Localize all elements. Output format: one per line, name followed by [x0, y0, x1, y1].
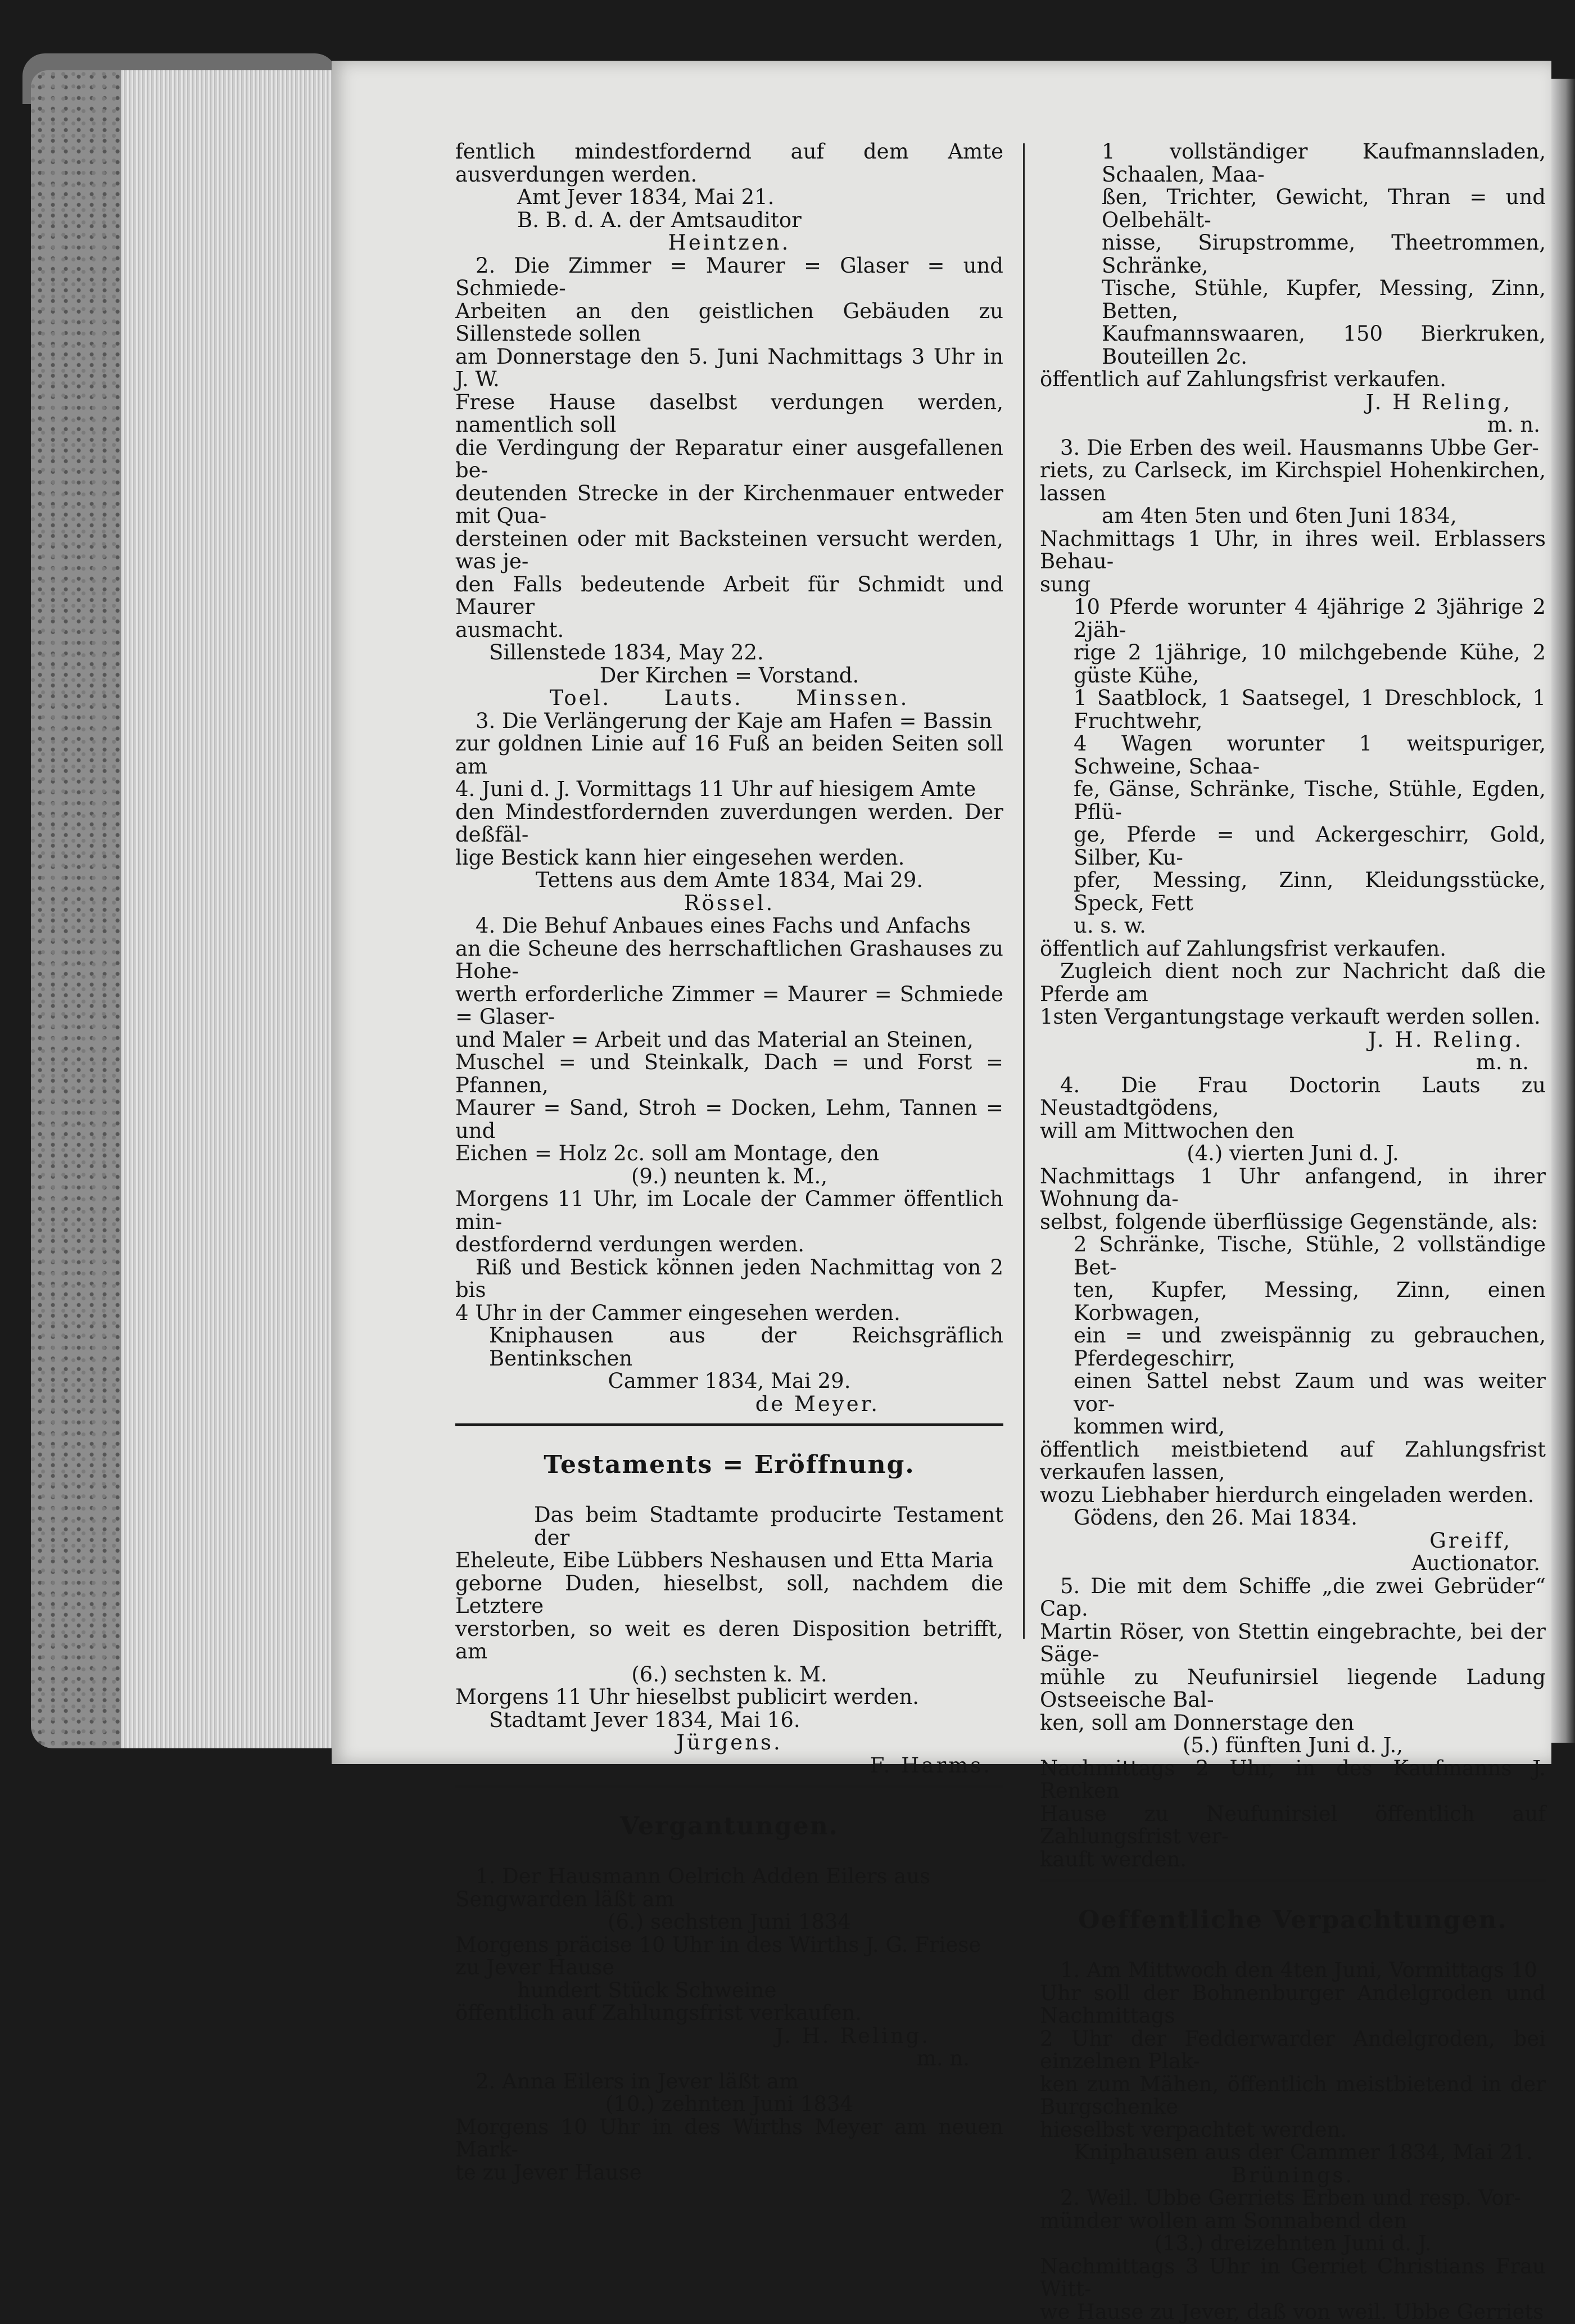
text-line: Gödens, den 26. Mai 1834.: [1074, 1505, 1357, 1530]
text-line: 1. Am Mittwoch den 4ten Juni, Vormittags 10: [1060, 1958, 1537, 1982]
date-line: (13.) dreizehnten Juni d. J.: [1154, 2231, 1432, 2255]
list-item: ten, Kupfer, Messing, Zinn, einen Korbwagen,: [1074, 1278, 1546, 1325]
text-line: 2. Anna Eilers in Jever läßt am: [476, 2069, 799, 2094]
list-item: ge, Pferde = und Ackergeschirr, Gold, Silber, Ku-: [1074, 822, 1546, 870]
text-line: die Verdingung der Reparatur einer ausgefallenen be-: [455, 435, 1003, 482]
text-line: 2. Weil. Ubbe Gerriets Erben und resp. Vor-: [1060, 2186, 1522, 2210]
list-item: 2 Schränke, Tische, Stühle, 2 vollständige Bet-: [1074, 1232, 1546, 1279]
text-line: 4 Uhr in der Cammer eingesehen werden.: [455, 1300, 900, 1325]
text-line: hieselbst verpachtet werden.: [1040, 2117, 1347, 2142]
text-line: Muschel = und Steinkalk, Dach = und Forst = Pfannen,: [455, 1050, 1003, 1097]
right-column: [1040, 141, 1546, 2323]
text-line: kauft werden.: [1040, 1847, 1187, 1871]
text-line: Riß und Bestick können jeden Nachmittag von 2 bis: [455, 1255, 1003, 1302]
text-line: 2 Uhr der Fedderwarder Andelgroden, bei einzelnen Plak-: [1040, 2026, 1546, 2073]
text-line: Morgens 10 Uhr in des Wirths Meyer am neuen Mark-: [455, 2114, 1003, 2162]
list-item: u. s. w.: [1074, 914, 1146, 938]
list-item: kommen wird,: [1074, 1414, 1225, 1439]
text-line: werth erforderliche Zimmer = Maurer = Schmiede = Glaser-: [455, 982, 1003, 1029]
list-item: rige 2 1jährige, 10 milchgebende Kühe, 2 güste Kühe,: [1074, 640, 1546, 688]
text-line: nisse, Sirupstromme, Theetrommen, Schränke,: [1102, 230, 1546, 278]
list-item: 1 Saatblock, 1 Saatsegel, 1 Dreschblock, 1 Fruchtwehr,: [1074, 686, 1546, 733]
signature: m. n.: [916, 2046, 970, 2070]
text-line: dersteinen oder mit Backsteinen versucht werden, was je-: [455, 526, 1003, 573]
text-line: öffentlich meistbietend auf Zahlungsfrist verkaufen lassen,: [1040, 1437, 1546, 1484]
text-line: ausmacht.: [455, 617, 564, 642]
column-divider: [1023, 143, 1025, 1639]
text-line: Arbeiten an den geistlichen Gebäuden zu Sillenstede sollen: [455, 299, 1003, 346]
date-line: am 4ten 5ten und 6ten Juni 1834,: [1102, 504, 1457, 528]
text-line: 4. Die Behuf Anbaues eines Fachs und Anfachs: [476, 914, 971, 938]
text-line: Eheleute, Eibe Lübbers Neshausen und Etta Maria: [455, 1548, 994, 1572]
text-line: 3. Die Verlängerung der Kaje am Hafen = Bassin: [476, 708, 993, 733]
text-line: öffentlich auf Zahlungsfrist verkaufen.: [1040, 367, 1447, 391]
text-line: destfordernd verdungen werden.: [455, 1232, 805, 1256]
text-line: und Maler = Arbeit und das Material an Steinen,: [455, 1027, 974, 1052]
text-line: Zugleich dient noch zur Nachricht daß die Pferde am: [1040, 959, 1546, 1006]
text-line: will am Mittwochen den: [1040, 1118, 1295, 1143]
text-line: 1 vollständiger Kaufmannsladen, Schaalen, Maa-: [1102, 139, 1546, 187]
text-line: wozu Liebhaber hierdurch eingeladen werden.: [1040, 1482, 1535, 1507]
text-line: am Donnerstage den 5. Juni Nachmittags 3 Uhr in J. W.: [455, 344, 1003, 391]
text-line: Das beim Stadtamte producirte Testament der: [534, 1503, 1003, 1550]
signature: Auctionator.: [1411, 1551, 1540, 1575]
page-stack-edge: [121, 70, 343, 1748]
text-line: lige Bestick kann hier eingesehen werden.: [455, 845, 905, 870]
section-heading: Oeffentliche Verpachtungen.: [1078, 1906, 1508, 1934]
left-column: [455, 141, 1003, 2184]
text-line: Nachmittags 2 Uhr, in des Kaufmanns J. Renken: [1040, 1756, 1546, 1803]
section-heading: Testaments = Eröffnung.: [544, 1450, 915, 1479]
date-line: (4.) vierten Juni d. J.: [1187, 1141, 1399, 1165]
text-line: Morgens 11 Uhr hieselbst publicirt werden.: [455, 1685, 920, 1709]
text-line: Kniphausen aus der Reichsgräflich Bentinkschen: [489, 1323, 1003, 1371]
text-line: Maurer = Sand, Stroh = Docken, Lehm, Tannen = und: [455, 1096, 1003, 1143]
date-line: (6.) sechsten Juni 1834: [608, 1910, 851, 1934]
text-line: Stadtamt Jever 1834, Mai 16.: [489, 1707, 800, 1732]
text-line: mühle zu Neufunirsiel liegende Ladung Ostseeische Bal-: [1040, 1665, 1546, 1712]
text-line: Uhr soll der Bohnenburger Andelgroden und Nachmittags: [1040, 1981, 1546, 2028]
text-line: den Falls bedeutende Arbeit für Schmidt und Maurer: [455, 572, 1003, 619]
text-line: ßen, Trichter, Gewicht, Thran = und Oelbehält-: [1102, 185, 1546, 232]
list-item: pfer, Messing, Zinn, Kleidungsstücke, Speck, Fett: [1074, 868, 1546, 915]
signature: J. H. Reling.: [1368, 1027, 1523, 1052]
list-item: 10 Pferde worunter 4 4jährige 2 3jährige 2 2jäh-: [1074, 595, 1546, 642]
list-item: ein = und zweispännig zu gebrauchen, Pferdegeschirr,: [1074, 1323, 1546, 1371]
text-line: Morgens präcise 10 Uhr in des Wirths J. G. Friese: [455, 1932, 981, 1957]
text-line: Kaufmannswaaren, 150 Bierkruken, Bouteillen 2c.: [1102, 322, 1546, 369]
text-line: we Hause zu Jever, daß von weil. Ubbe Gerriets: [1040, 2299, 1544, 2324]
text-line: B. B. d. A. der Amtsauditor: [517, 207, 802, 232]
text-line: hundert Stück Schweine: [517, 1978, 777, 2002]
text-line: deutenden Strecke in der Kirchenmauer entweder mit Qua-: [455, 481, 1003, 528]
text-line: Cammer 1834, Mai 29.: [608, 1369, 851, 1393]
signature: Heintzen.: [668, 230, 791, 255]
text-line: Der Kirchen = Vorstand.: [599, 663, 859, 688]
text-line: Tische, Stühle, Kupfer, Messing, Zinn, Betten,: [1102, 276, 1546, 323]
date-line: (9.) neunten k. M.,: [631, 1164, 828, 1188]
text-line: an die Scheune des herrschaftlichen Grashauses zu Hohe-: [455, 936, 1003, 983]
text-line: öffentlich auf Zahlungsfrist verkaufen.: [1040, 936, 1447, 961]
list-item: 4 Wagen worunter 1 weitspuriger, Schweine, Schaa-: [1074, 731, 1546, 779]
section-heading: Vergantungen.: [620, 1812, 839, 1841]
signature: Rössel.: [684, 890, 775, 915]
text-line: Morgens 11 Uhr, im Locale der Cammer öffentlich min-: [455, 1187, 1003, 1234]
section-rule: [1040, 1879, 1546, 1882]
page-right-edge: [1551, 79, 1575, 1743]
text-line: Martin Röser, von Stettin eingebrachte, bei der Säge-: [1040, 1619, 1546, 1666]
list-item: einen Sattel nebst Zaum und was weiter vor-: [1074, 1369, 1546, 1416]
date-line: (6.) sechsten k. M.: [631, 1662, 827, 1687]
text-line: münder wollen am Sonnabend den: [1040, 2208, 1407, 2233]
text-line: 4. Die Frau Doctorin Lauts zu Neustadtgödens,: [1040, 1073, 1546, 1120]
text-line: sung: [1040, 572, 1091, 596]
signature: m. n.: [1487, 413, 1540, 437]
text-line: Nachmittags 3 Uhr in Gerriet Christians Frau Witt-: [1040, 2254, 1546, 2301]
text-line: Sillenstede 1834, May 22.: [489, 640, 764, 664]
signature: de Meyer.: [755, 1391, 880, 1416]
text-line: riets, zu Carlseck, im Kirchspiel Hohenkirchen, lassen: [1040, 458, 1546, 505]
text-line: Sengwarden läßt am: [455, 1887, 675, 1911]
text-line: Amt Jever 1834, Mai 21.: [517, 185, 775, 209]
list-item: fe, Gänse, Schränke, Tische, Stühle, Egden, Pflü-: [1074, 777, 1546, 824]
date-line: (5.) fünften Juni d. J.,: [1182, 1733, 1404, 1757]
text-line: geborne Duden, hieselbst, soll, nachdem die Letztere: [455, 1571, 1003, 1618]
text-line: den Mindestfordernden zuverdungen werden. Der deßfäl-: [455, 799, 1003, 847]
text-line: Eichen = Holz 2c. soll am Montage, den: [455, 1141, 880, 1165]
text-line: 2. Die Zimmer = Maurer = Glaser = und Schmiede-: [455, 253, 1003, 300]
text-line: te zu Jever Hause: [455, 2160, 642, 2185]
text-line: Nachmittags 1 Uhr, in ihres weil. Erblassers Behau-: [1040, 526, 1546, 573]
text-line: selbst, folgende überflüssige Gegenstände, als:: [1040, 1209, 1538, 1234]
text-line: zu Jever Hause: [455, 1955, 615, 1979]
text-line: 1sten Vergantungstage verkauft werden sollen.: [1040, 1005, 1541, 1029]
signature: Greiff,: [1429, 1528, 1512, 1553]
signature: J. H. Reling.: [775, 2023, 930, 2048]
signature: Jürgens.: [676, 1730, 782, 1755]
text-line: fentlich mindestfordernd auf dem Amte ausverdungen werden.: [455, 139, 1003, 187]
section-rule: [455, 1785, 1003, 1788]
signature: J. H Reling,: [1365, 390, 1512, 414]
text-line: verstorben, so weit es deren Disposition betrifft, am: [455, 1616, 1003, 1663]
signature: F. Harms.: [870, 1753, 992, 1778]
text-line: 1. Der Hausmann Oelrich Adden Eilers aus: [476, 1864, 931, 1888]
signature: Brünings.: [1231, 2163, 1355, 2187]
text-line: 3. Die Erben des weil. Hausmanns Ubbe Ger-: [1060, 435, 1539, 460]
text-line: Kniphausen aus der Cammer 1834, Mai 21.: [1074, 2140, 1533, 2164]
text-line: 4. Juni d. J. Vormittags 11 Uhr auf hiesigem Amte: [455, 777, 976, 801]
signature: Toel. Lauts. Minssen.: [549, 686, 909, 710]
text-line: Tettens aus dem Amte 1834, Mai 29.: [535, 868, 924, 892]
text-line: Frese Hause daselbst verdungen werden, namentlich soll: [455, 390, 1003, 437]
text-line: ken zum Mähen, öffentlich meistbietend in der Burgschenke: [1040, 2072, 1546, 2119]
text-line: öffentlich auf Zahlungsfrist verkaufen.: [455, 2001, 862, 2025]
date-line: (10.) zehnten Juni 1834: [605, 2092, 854, 2116]
text-line: 5. Die mit dem Schiffe „die zwei Gebrüder“ Cap.: [1040, 1574, 1546, 1621]
text-line: zur goldnen Linie auf 16 Fuß an beiden Seiten soll am: [455, 731, 1003, 779]
section-rule: [455, 1423, 1003, 1426]
signature: m. n.: [1476, 1050, 1529, 1074]
text-line: Hause zu Neufunirsiel öffentlich auf Zahlungsfrist ver-: [1040, 1801, 1546, 1848]
text-line: Nachmittags 1 Uhr anfangend, in ihrer Wohnung da-: [1040, 1164, 1546, 1211]
text-line: ken, soll am Donnerstage den: [1040, 1710, 1355, 1735]
